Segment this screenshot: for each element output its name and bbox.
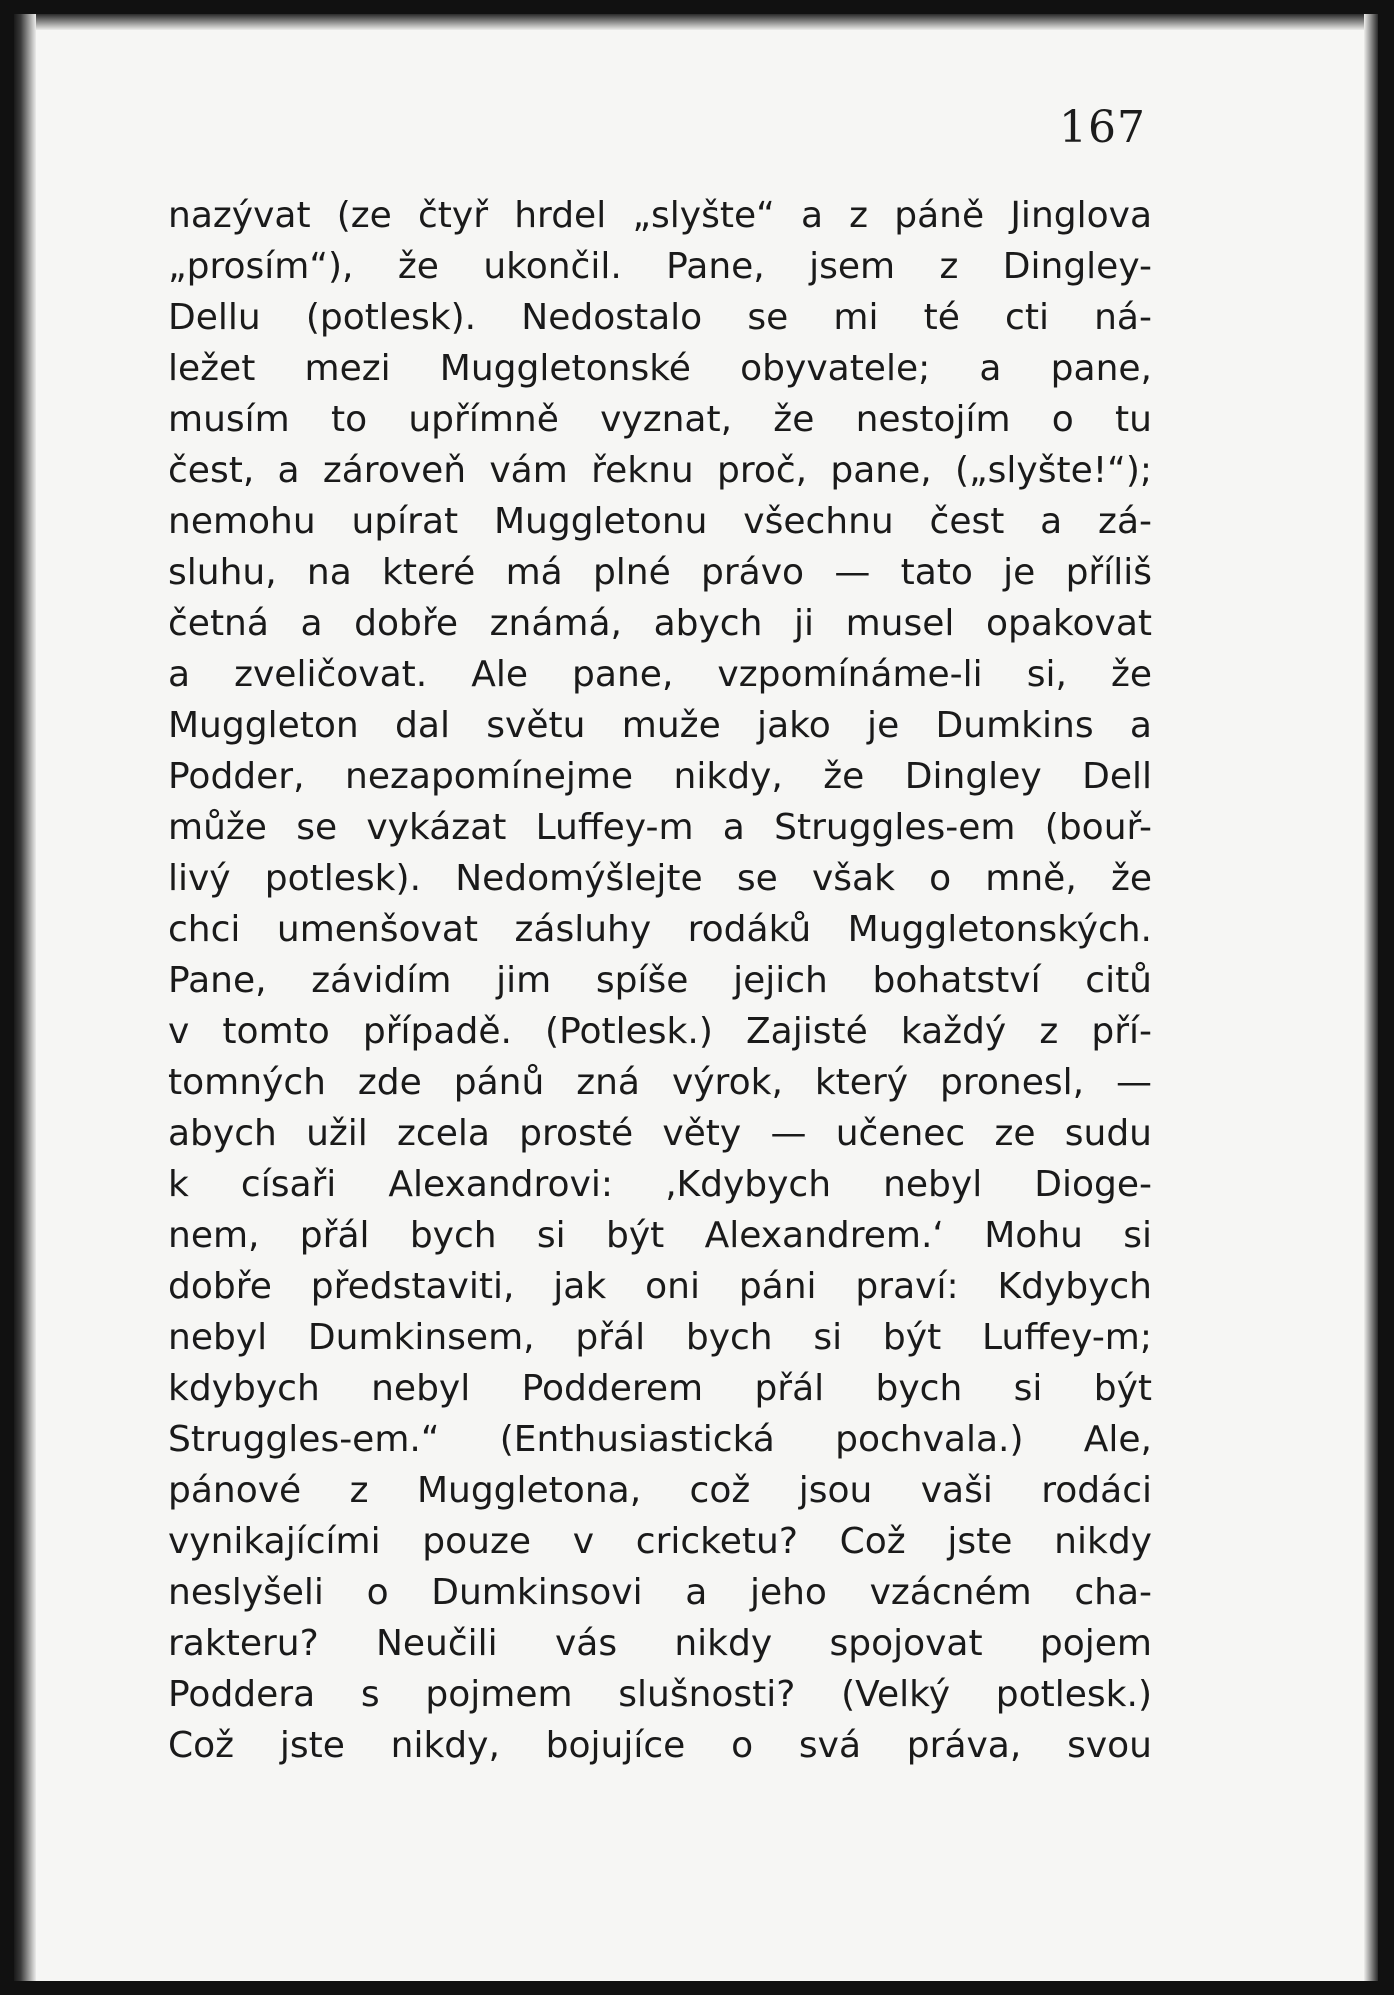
text-line: čest, a zároveň vám řeknu proč, pane, („slyšte!“);	[168, 450, 1152, 491]
text-line: v tomto případě. (Potlesk.) Zajisté každý z pří-	[168, 1011, 1152, 1052]
text-line: rakteru? Neučili vás nikdy spojovat pojem	[168, 1623, 1152, 1664]
body-text	[168, 190, 1152, 1771]
text-line: Což jste nikdy, bojujíce o svá práva, svou	[168, 1725, 1152, 1766]
text-line: musím to upřímně vyznat, že nestojím o tu	[168, 399, 1152, 440]
text-line: nem, přál bych si být Alexandrem.‘ Mohu si	[168, 1215, 1152, 1256]
text-line: dobře představiti, jak oni páni praví: Kdybych	[168, 1266, 1152, 1307]
text-line: neslyšeli o Dumkinsovi a jeho vzácném cha-	[168, 1572, 1152, 1613]
text-line: nazývat (ze čtyř hrdel „slyšte“ a z páně Jinglova	[168, 195, 1152, 236]
page-edge-right	[1364, 14, 1378, 1981]
text-line: Podder, nezapomínejme nikdy, že Dingley Dell	[168, 756, 1152, 797]
text-line: ležet mezi Muggletonské obyvatele; a pane,	[168, 348, 1152, 389]
text-line: nemohu upírat Muggletonu všechnu čest a zá-	[168, 501, 1152, 542]
text-line: kdybych nebyl Podderem přál bych si být	[168, 1368, 1152, 1409]
text-line: pánové z Muggletona, což jsou vaši rodáci	[168, 1470, 1152, 1511]
text-line: Struggles-em.“ (Enthusiastická pochvala.) Ale,	[168, 1419, 1152, 1460]
text-line: Pane, závidím jim spíše jejich bohatství citů	[168, 960, 1152, 1001]
text-line: Dellu (potlesk). Nedostalo se mi té cti ná-	[168, 297, 1152, 338]
page-edge-top	[14, 14, 1378, 30]
page-number: 167	[1059, 102, 1146, 153]
text-line: Poddera s pojmem slušnosti? (Velký potlesk.)	[168, 1674, 1152, 1715]
text-line: nebyl Dumkinsem, přál bych si být Luffey-m;	[168, 1317, 1152, 1358]
text-line: chci umenšovat zásluhy rodáků Muggletonských.	[168, 909, 1152, 950]
text-line: abych užil zcela prosté věty — učenec ze sudu	[168, 1113, 1152, 1154]
page-edge-left	[14, 14, 36, 1981]
text-line: Muggleton dal světu muže jako je Dumkins a	[168, 705, 1152, 746]
text-line: a zveličovat. Ale pane, vzpomínáme-li si, že	[168, 654, 1152, 695]
book-page	[14, 14, 1378, 1981]
text-line: tomných zde pánů zná výrok, který pronesl, —	[168, 1062, 1152, 1103]
text-line: livý potlesk). Nedomýšlejte se však o mně, že	[168, 858, 1152, 899]
text-line: sluhu, na které má plné právo — tato je příliš	[168, 552, 1152, 593]
text-line: k císaři Alexandrovi: ‚Kdybych nebyl Dioge-	[168, 1164, 1152, 1205]
text-line: „prosím“), že ukončil. Pane, jsem z Dingley-	[168, 246, 1152, 287]
text-line: může se vykázat Luffey-m a Struggles-em (bouř-	[168, 807, 1152, 848]
text-line: vynikajícími pouze v cricketu? Což jste nikdy	[168, 1521, 1152, 1562]
text-line: četná a dobře známá, abych ji musel opakovat	[168, 603, 1152, 644]
